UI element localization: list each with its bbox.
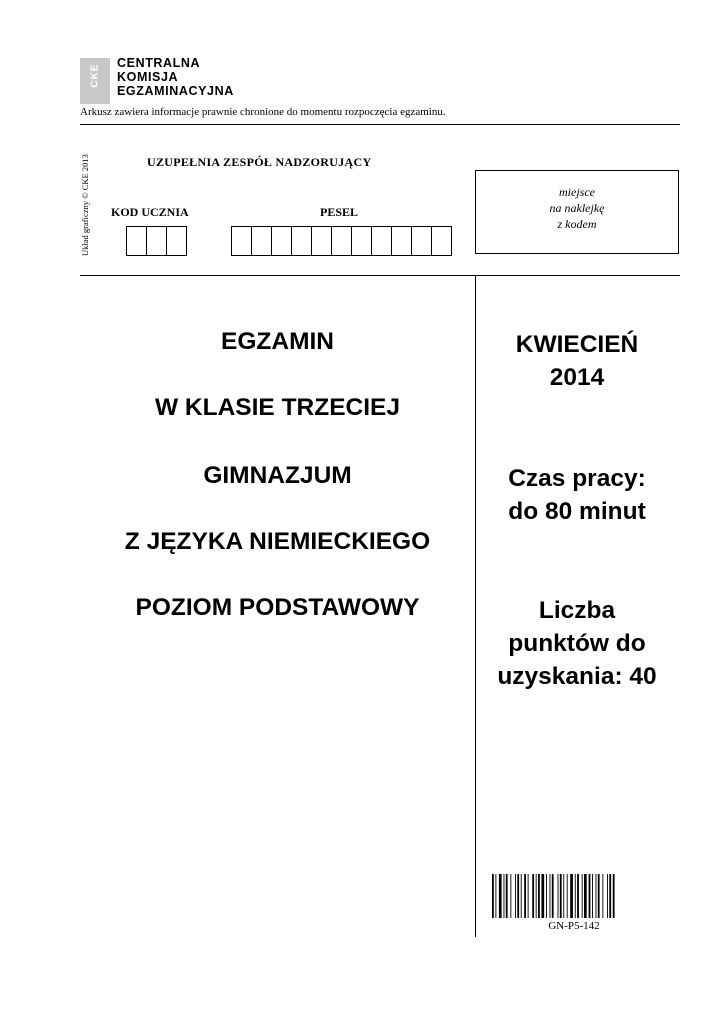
exam-duration: [477, 462, 677, 528]
institution-name-line: EGZAMINACYJNA: [117, 84, 234, 98]
divider: [80, 275, 680, 276]
institution-name-line: CENTRALNA: [117, 56, 201, 70]
sticker-text: z kodem: [557, 217, 597, 231]
confidentiality-notice: Arkusz zawiera informacje prawnie chronione do momentu rozpoczęcia egzaminu.: [80, 106, 446, 118]
exam-grade: W KLASIE TRZECIEJ: [154, 394, 400, 421]
institution-name: [117, 56, 234, 98]
supervisor-section-title: UZUPEŁNIA ZESPÓŁ NADZORUJĄCY: [147, 155, 372, 169]
exam-date: [477, 328, 677, 394]
exam-points-line: Liczba: [538, 597, 616, 624]
digit-box[interactable]: [232, 227, 252, 255]
copyright-note: Układ graficzny © CKE 2013: [80, 154, 90, 256]
exam-school: GIMNAZJUM: [203, 462, 352, 489]
digit-box[interactable]: [332, 227, 352, 255]
booklet-code: GN-P5-142: [548, 920, 600, 932]
student-code-label: KOD UCZNIA: [111, 205, 189, 219]
exam-date-year: 2014: [549, 364, 605, 391]
digit-box[interactable]: [432, 227, 451, 255]
pesel-label: PESEL: [320, 205, 359, 219]
exam-subject: Z JĘZYKA NIEMIECKIEGO: [124, 528, 431, 555]
digit-box[interactable]: [167, 227, 186, 255]
pesel-field[interactable]: [231, 226, 452, 256]
digit-box[interactable]: [352, 227, 372, 255]
institution-name-line: KOMISJA: [117, 70, 179, 84]
exam-duration-label: Czas pracy:: [508, 465, 646, 492]
column-divider: [475, 275, 476, 937]
exam-title: EGZAMIN: [221, 328, 334, 355]
digit-box[interactable]: [292, 227, 312, 255]
exam-points-line: punktów do: [508, 630, 646, 657]
sticker-placeholder: [475, 170, 679, 254]
digit-box[interactable]: [127, 227, 147, 255]
exam-points-line: uzyskania: 40: [497, 663, 657, 690]
digit-box[interactable]: [272, 227, 292, 255]
exam-duration-value: do 80 minut: [508, 498, 646, 525]
exam-date-month: KWIECIEŃ: [515, 331, 639, 358]
digit-box[interactable]: [147, 227, 167, 255]
digit-box[interactable]: [312, 227, 332, 255]
digit-box[interactable]: [252, 227, 272, 255]
digit-box[interactable]: [392, 227, 412, 255]
student-code-field[interactable]: [126, 226, 187, 256]
digit-box[interactable]: [412, 227, 432, 255]
exam-level: POZIOM PODSTAWOWY: [135, 594, 420, 621]
exam-points: [477, 594, 677, 693]
digit-box[interactable]: [372, 227, 392, 255]
cke-logo-mark: CKE: [80, 58, 110, 104]
sticker-text: miejsce: [559, 185, 595, 199]
sticker-text: na naklejkę: [549, 201, 605, 215]
barcode: [492, 874, 656, 918]
divider: [80, 124, 680, 125]
